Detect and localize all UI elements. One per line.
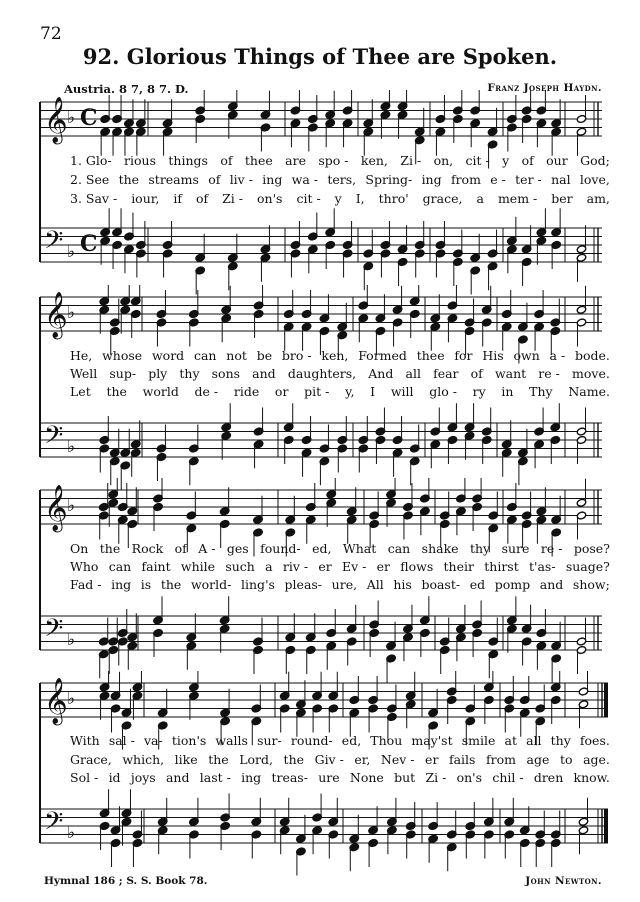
lyric-syllable: show;: [572, 577, 610, 592]
lyric-syllable: God;: [580, 153, 610, 168]
lyric-syllable: can: [387, 541, 411, 556]
treble-clef: 𝄞: [44, 292, 68, 338]
lyric-syllable: faint: [141, 559, 171, 574]
lyric-syllable: Fad -: [70, 577, 102, 592]
lyric-syllable: age.: [583, 752, 610, 767]
lyric-syllable: Nev -: [380, 752, 415, 767]
lyric-syllable: I,: [355, 191, 365, 206]
lyric-syllable: ride: [233, 384, 260, 399]
lyric-line-verse-1: [70, 347, 610, 364]
lyric-syllable: er,: [354, 752, 371, 767]
lyric-syllable: on,: [433, 153, 454, 168]
lyric-syllable: such: [225, 559, 255, 574]
lyric-syllable: pleas-: [284, 577, 323, 592]
lyric-syllable: like: [174, 752, 198, 767]
lyric-syllable: On: [70, 541, 89, 556]
lyric-syllable: er: [318, 559, 332, 574]
lyric-syllable: grace,: [422, 191, 463, 206]
lyric-syllable: ing: [262, 172, 283, 187]
lyric-line-verse-1: [70, 732, 610, 749]
author-credit: John Newton.: [525, 875, 602, 887]
key-signature-flat: ♭: [67, 630, 76, 650]
lyric-syllable: e -: [490, 172, 506, 187]
lyric-syllable: Formed: [358, 348, 407, 363]
key-signature-flat: ♭: [67, 496, 76, 516]
lyric-syllable: ing: [241, 770, 262, 785]
lyric-syllable: things: [168, 153, 208, 168]
lyric-syllable: nal: [551, 172, 571, 187]
time-signature: C: [80, 105, 98, 131]
lyric-syllable: of: [220, 153, 233, 168]
lyric-syllable: thy: [179, 366, 200, 381]
lyric-syllable: from: [450, 172, 481, 187]
lyric-syllable: on's: [257, 191, 283, 206]
lyric-syllable: joys: [130, 770, 156, 785]
lyric-syllable: sal -: [108, 733, 135, 748]
lyric-syllable: their: [443, 559, 474, 574]
lyric-syllable: which,: [122, 752, 165, 767]
lyric-syllable: wa -: [291, 172, 318, 187]
lyric-line-verse-2: [70, 558, 610, 575]
lyric-syllable: found-: [260, 541, 301, 556]
lyric-syllable: whose: [102, 348, 143, 363]
lyric-syllable: spo -: [318, 153, 349, 168]
lyric-syllable: am,: [586, 191, 610, 206]
lyric-syllable: sup-: [109, 366, 137, 381]
lyric-syllable: can: [193, 348, 217, 363]
lyric-syllable: at: [504, 733, 517, 748]
lyric-syllable: is: [140, 577, 152, 592]
lyric-syllable: of: [195, 191, 209, 206]
lyric-syllable: ter -: [515, 172, 542, 187]
lyric-line-verse-1: [70, 152, 610, 169]
lyric-syllable: while: [180, 559, 216, 574]
lyric-syllable: y: [502, 153, 510, 168]
lyric-syllable: love,: [579, 172, 610, 187]
lyric-syllable: the: [283, 752, 305, 767]
lyric-syllable: 1. Glo-: [70, 153, 112, 168]
lyric-syllable: t'as-: [529, 559, 556, 574]
bass-clef: 𝄢: [44, 807, 64, 842]
lyric-syllable: cit -: [296, 191, 321, 206]
lyric-syllable: Zi -: [425, 770, 447, 785]
lyric-line-verse-2: [70, 365, 610, 382]
lyric-syllable: 2. See: [70, 172, 110, 187]
lyric-syllable: the: [99, 541, 121, 556]
lyric-syllable: sur-: [257, 733, 282, 748]
lyric-syllable: thee: [244, 153, 273, 168]
lyric-syllable: Grace,: [70, 752, 112, 767]
lyric-syllable: y: [334, 191, 342, 206]
lyric-syllable: move.: [572, 366, 610, 381]
lyric-syllable: rious: [124, 153, 156, 168]
lyric-syllable: All: [366, 577, 384, 592]
lyric-syllable: daughters,: [287, 366, 357, 381]
lyric-syllable: thro': [378, 191, 409, 206]
lyric-line-verse-2: [70, 751, 610, 768]
lyric-syllable: in: [501, 384, 514, 399]
lyric-syllable: ber: [551, 191, 573, 206]
lyric-syllable: None: [349, 770, 384, 785]
lyric-syllable: a -: [549, 348, 566, 363]
lyric-syllable: streams: [148, 172, 199, 187]
lyric-syllable: not: [226, 348, 247, 363]
lyric-syllable: ken,: [321, 348, 349, 363]
lyric-syllable: flows: [400, 559, 434, 574]
lyric-syllable: Rock: [131, 541, 164, 556]
lyric-syllable: a: [265, 559, 273, 574]
lyric-syllable: his: [393, 577, 412, 592]
lyric-syllable: thirst: [484, 559, 519, 574]
lyric-syllable: smile: [461, 733, 496, 748]
page-number: 72: [40, 24, 62, 44]
lyric-syllable: Thou: [370, 733, 403, 748]
lyric-syllable: id: [108, 770, 121, 785]
lyric-syllable: and: [539, 577, 564, 592]
lyric-syllable: Well: [70, 366, 98, 381]
key-signature-flat: ♭: [67, 242, 76, 262]
lyric-syllable: ry: [472, 384, 486, 399]
treble-clef: 𝄞: [44, 678, 68, 724]
lyric-syllable: dren: [533, 770, 564, 785]
lyric-syllable: foes.: [579, 733, 610, 748]
lyric-syllable: round-: [290, 733, 333, 748]
lyric-syllable: Ev -: [341, 559, 367, 574]
lyric-syllable: va-: [143, 733, 163, 748]
lyric-syllable: our: [546, 153, 568, 168]
tune-name-meter: Austria. 8 7, 8 7. D.: [64, 82, 189, 96]
lyric-syllable: ply: [148, 366, 168, 381]
lyric-syllable: riv -: [282, 559, 309, 574]
lyric-syllable: or: [274, 384, 289, 399]
lyric-syllable: age: [526, 752, 550, 767]
lyric-syllable: sons: [211, 366, 241, 381]
lyric-syllable: cit -: [465, 153, 490, 168]
lyric-syllable: liv -: [229, 172, 253, 187]
final-barline: [604, 809, 608, 843]
lyric-syllable: a: [476, 191, 484, 206]
lyric-syllable: Lord,: [239, 752, 273, 767]
lyric-syllable: re -: [538, 366, 560, 381]
lyric-syllable: ure: [318, 770, 340, 785]
lyric-syllable: ure,: [331, 577, 358, 592]
lyric-syllable: ed,: [341, 733, 362, 748]
lyric-syllable: know.: [573, 770, 610, 785]
lyric-syllable: pit -: [304, 384, 330, 399]
lyric-syllable: boast-: [421, 577, 461, 592]
lyric-syllable: ed,: [312, 541, 332, 556]
lyric-syllable: de -: [194, 384, 219, 399]
lyric-syllable: world: [142, 384, 179, 399]
lyric-syllable: tion's: [171, 733, 207, 748]
lyric-syllable: all: [405, 366, 421, 381]
lyric-syllable: Zi -: [400, 153, 422, 168]
lyric-line-verse-3: [70, 190, 610, 207]
lyric-syllable: Spring-: [365, 172, 413, 187]
lyric-syllable: the: [106, 384, 127, 399]
hymn-title: 92. Glorious Things of Thee are Spoken.: [82, 44, 558, 69]
lyric-syllable: walls: [215, 733, 248, 748]
lyric-syllable: Name.: [568, 384, 610, 399]
lyric-syllable: treas-: [271, 770, 308, 785]
lyric-syllable: of: [470, 366, 483, 381]
lyric-syllable: want: [494, 366, 527, 381]
lyric-syllable: fear: [433, 366, 459, 381]
lyric-syllable: the: [160, 577, 182, 592]
lyric-syllable: Who: [70, 559, 99, 574]
lyric-line-verse-3: [70, 769, 610, 786]
lyric-syllable: all: [526, 733, 542, 748]
lyric-syllable: can: [108, 559, 132, 574]
lyric-syllable: 3. Sav -: [70, 191, 118, 206]
lyric-syllable: will: [390, 384, 414, 399]
lyric-syllable: of: [521, 153, 534, 168]
lyric-syllable: if: [173, 191, 182, 206]
lyric-syllable: He,: [70, 348, 93, 363]
key-signature-flat: ♭: [67, 108, 76, 128]
lyric-syllable: ling's: [241, 577, 275, 592]
lyric-syllable: And: [368, 366, 394, 381]
time-signature: C: [80, 231, 98, 257]
lyric-syllable: ken,: [360, 153, 388, 168]
lyric-syllable: shake: [421, 541, 459, 556]
lyric-syllable: for: [454, 348, 473, 363]
lyric-syllable: Thy: [529, 384, 553, 399]
bass-clef: 𝄢: [44, 614, 64, 649]
lyric-syllable: and: [252, 366, 276, 381]
lyric-syllable: fails: [448, 752, 476, 767]
lyric-syllable: With: [70, 733, 100, 748]
lyric-syllable: ed: [469, 577, 486, 592]
lyric-syllable: I: [370, 384, 376, 399]
lyric-syllable: thee: [416, 348, 445, 363]
lyric-syllable: to: [559, 752, 573, 767]
lyric-syllable: may'st: [411, 733, 453, 748]
lyric-syllable: ges: [226, 541, 249, 556]
bass-clef: 𝄢: [44, 226, 64, 261]
lyric-syllable: A -: [198, 541, 216, 556]
bass-clef: 𝄢: [44, 421, 64, 456]
key-signature-flat: ♭: [67, 823, 76, 843]
lyric-syllable: Let: [70, 384, 91, 399]
lyric-syllable: of: [174, 541, 187, 556]
lyric-syllable: own: [513, 348, 540, 363]
lyric-syllable: er: [376, 559, 391, 574]
key-signature-flat: ♭: [67, 689, 76, 709]
lyric-syllable: re -: [540, 541, 563, 556]
lyric-line-verse-3: [70, 576, 610, 593]
composer-credit: Franz Joseph Haydn.: [487, 82, 602, 94]
lyric-syllable: Sol -: [70, 770, 99, 785]
lyric-line-verse-1: [70, 540, 610, 557]
lyric-syllable: on's: [456, 770, 483, 785]
lyric-line-verse-3: [70, 383, 610, 400]
lyric-syllable: Giv -: [314, 752, 344, 767]
lyric-syllable: are: [285, 153, 306, 168]
lyric-syllable: er: [425, 752, 439, 767]
lyric-syllable: ing: [111, 577, 132, 592]
lyric-syllable: y,: [345, 384, 355, 399]
lyric-syllable: bode.: [575, 348, 610, 363]
lyric-syllable: last -: [199, 770, 231, 785]
lyric-line-verse-2: [70, 171, 610, 188]
lyric-syllable: His: [482, 348, 504, 363]
lyric-syllable: thy: [550, 733, 571, 748]
lyric-syllable: pose?: [573, 541, 610, 556]
lyric-syllable: ing: [421, 172, 442, 187]
lyric-syllable: be: [256, 348, 273, 363]
lyric-syllable: bro -: [281, 348, 312, 363]
lyric-syllable: ters,: [327, 172, 357, 187]
lyric-syllable: mem -: [497, 191, 538, 206]
key-signature-flat: ♭: [67, 303, 76, 323]
lyric-syllable: and: [165, 770, 190, 785]
lyric-syllable: from: [486, 752, 516, 767]
treble-clef: 𝄞: [44, 97, 68, 143]
lyric-syllable: glo -: [429, 384, 457, 399]
lyric-syllable: of: [208, 172, 221, 187]
treble-clef: 𝄞: [44, 485, 68, 531]
lyric-syllable: iour,: [131, 191, 160, 206]
lyric-syllable: chil -: [492, 770, 524, 785]
final-barline: [604, 683, 608, 717]
lyric-syllable: Zi -: [222, 191, 244, 206]
key-signature-flat: ♭: [67, 437, 76, 457]
lyric-syllable: sure: [501, 541, 530, 556]
lyric-syllable: suage?: [565, 559, 610, 574]
lyric-syllable: the: [118, 172, 140, 187]
hymnal-reference: Hymnal 186 ; S. S. Book 78.: [44, 875, 208, 887]
lyric-syllable: pomp: [494, 577, 531, 592]
lyric-syllable: but: [394, 770, 416, 785]
lyric-syllable: the: [208, 752, 229, 767]
lyric-syllable: What: [342, 541, 377, 556]
lyric-syllable: world-: [190, 577, 232, 592]
lyric-syllable: word: [151, 348, 185, 363]
lyric-syllable: thy: [469, 541, 491, 556]
